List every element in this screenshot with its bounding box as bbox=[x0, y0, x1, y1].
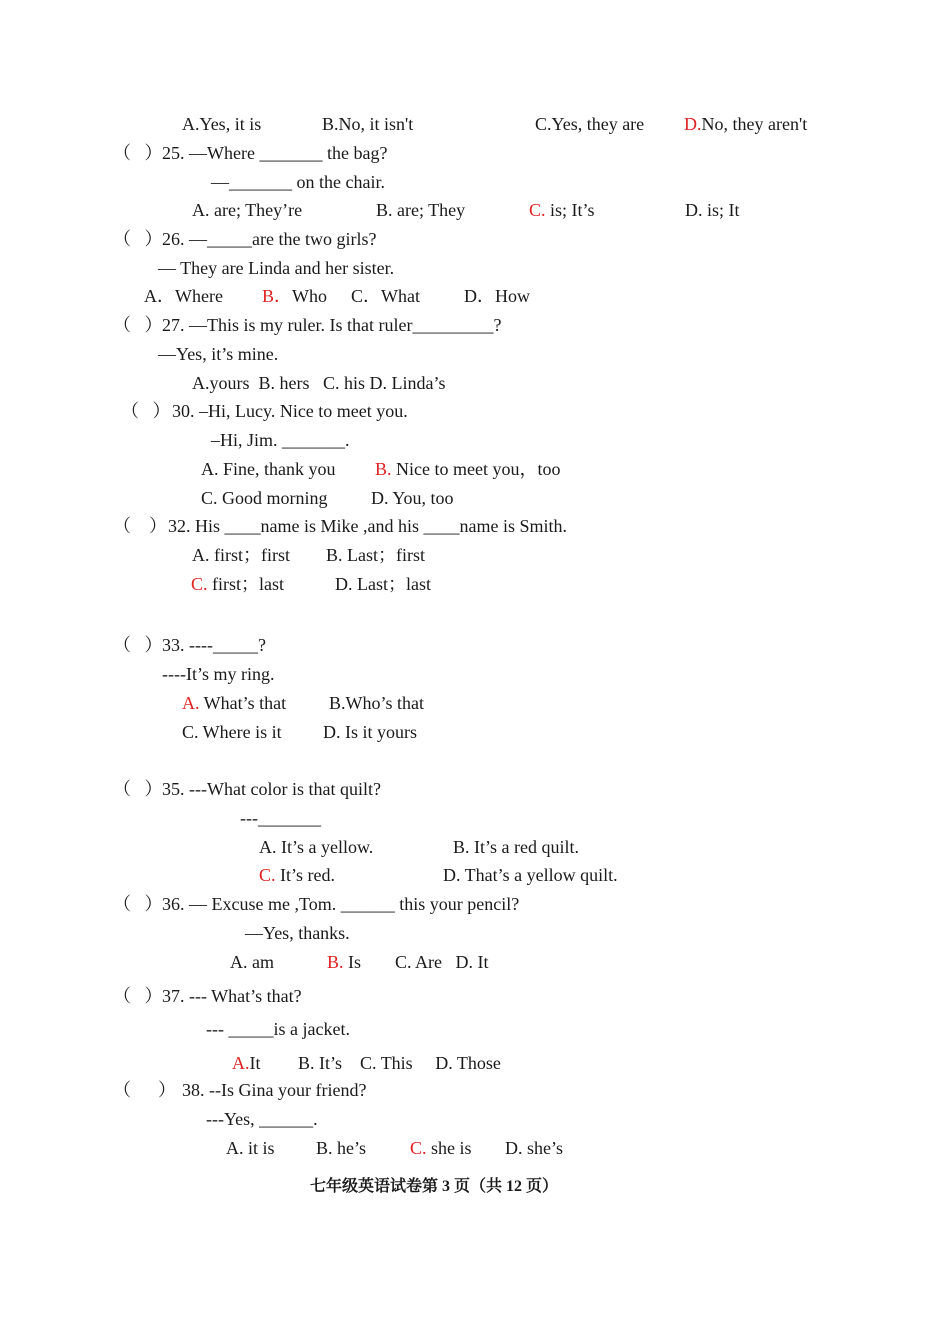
answer-mark: A. bbox=[232, 1053, 250, 1073]
q36-stem: 36. — Excuse me ,Tom. ______ this your pencil? bbox=[162, 894, 520, 914]
q24-option-a: A.Yes, it is bbox=[182, 114, 262, 134]
q32-option-a: A. first；first bbox=[192, 545, 290, 565]
q26-option-b bbox=[262, 285, 327, 307]
q37-option-a bbox=[232, 1052, 261, 1074]
page-footer: 七年级英语试卷第 3 页（共 12 页） bbox=[310, 1178, 559, 1195]
q26-stem: 26. —_____are the two girls? bbox=[162, 229, 377, 249]
q36-option-a: A. am bbox=[230, 952, 274, 972]
q24-option-b: B.No, it isn't bbox=[322, 114, 414, 134]
q33-option-a bbox=[182, 692, 286, 714]
answer-mark: B． bbox=[262, 286, 293, 306]
q30-stem: 30. –Hi, Lucy. Nice to meet you. bbox=[172, 401, 408, 421]
answer-mark: C. bbox=[410, 1138, 427, 1158]
q35-stem: 35. ---What color is that quilt? bbox=[162, 779, 381, 799]
option-text: Who bbox=[292, 286, 328, 306]
q30-option-d: D. You, too bbox=[371, 488, 454, 508]
q30-option-a: A. Fine, thank you bbox=[201, 459, 336, 479]
q38-paren: （ ） bbox=[113, 1080, 176, 1100]
option-text: she is bbox=[426, 1138, 472, 1158]
option-text: It’s red. bbox=[275, 865, 335, 885]
q24-option-d bbox=[684, 113, 807, 135]
q33-paren: （ ） bbox=[113, 635, 163, 655]
q35-option-c bbox=[259, 864, 335, 886]
answer-mark: C. bbox=[259, 865, 276, 885]
q35-paren: （ ） bbox=[113, 779, 163, 799]
q30-option-c: C. Good morning bbox=[201, 488, 328, 508]
q26-option-c: C．What bbox=[351, 286, 420, 306]
q25-paren: （ ） bbox=[113, 143, 163, 163]
q25-stem: 25. —Where _______ the bag? bbox=[162, 143, 388, 163]
q35-reply: ---_______ bbox=[240, 808, 321, 828]
q27-options: A.yours B. hers C. his D. Linda’s bbox=[192, 373, 446, 393]
q24-option-c: C.Yes, they are bbox=[535, 114, 645, 134]
q35-option-a: A. It’s a yellow. bbox=[259, 837, 374, 857]
q33-option-c: C. Where is it bbox=[182, 722, 282, 742]
q26-option-d: D．How bbox=[464, 286, 530, 306]
answer-mark: C. bbox=[529, 200, 546, 220]
q26-reply: — They are Linda and her sister. bbox=[158, 258, 395, 278]
answer-mark: A. bbox=[182, 693, 200, 713]
q30-paren: （ ） bbox=[121, 401, 171, 421]
option-text: first；last bbox=[207, 574, 285, 594]
q25-option-a: A. are; They’re bbox=[192, 200, 303, 220]
q33-option-d: D. Is it yours bbox=[323, 722, 417, 742]
q25-reply: —_______ on the chair. bbox=[211, 172, 385, 192]
option-text: is; It’s bbox=[545, 200, 595, 220]
answer-mark: D. bbox=[684, 114, 702, 134]
option-text: No, they aren't bbox=[701, 114, 808, 134]
q25-option-b: B. are; They bbox=[376, 200, 466, 220]
q38-stem: 38. --Is Gina your friend? bbox=[182, 1080, 367, 1100]
answer-mark: B. bbox=[375, 459, 392, 479]
q35-option-b: B. It’s a red quilt. bbox=[453, 837, 579, 857]
q25-option-d: D. is; It bbox=[685, 200, 740, 220]
q36-option-cd: C. Are D. It bbox=[395, 952, 489, 972]
q25-option-c bbox=[529, 199, 595, 221]
option-text: It bbox=[249, 1053, 261, 1073]
answer-mark: C. bbox=[191, 574, 208, 594]
q37-reply: --- _____is a jacket. bbox=[206, 1019, 350, 1039]
q33-stem: 33. ----_____? bbox=[162, 635, 266, 655]
q32-option-d: D. Last；last bbox=[335, 574, 431, 594]
q27-stem: 27. —This is my ruler. Is that ruler_________? bbox=[162, 315, 502, 335]
q38-option-d: D. she’s bbox=[505, 1138, 563, 1158]
option-text: What’s that bbox=[199, 693, 287, 713]
q26-option-a: A．Where bbox=[144, 286, 223, 306]
q32-option-b: B. Last；first bbox=[326, 545, 425, 565]
q32-stem: 32. His ____name is Mike ,and his ____name is Smith. bbox=[168, 516, 567, 536]
q33-reply: ----It’s my ring. bbox=[162, 664, 275, 684]
q37-stem: 37. --- What’s that? bbox=[162, 986, 302, 1006]
q36-option-b bbox=[327, 951, 361, 973]
q30-option-b bbox=[375, 458, 560, 480]
option-text: Nice to meet you，too bbox=[391, 459, 561, 479]
answer-mark: B. bbox=[327, 952, 344, 972]
q32-option-c bbox=[191, 573, 284, 595]
option-text: Is bbox=[343, 952, 362, 972]
q32-paren: （ ） bbox=[113, 516, 167, 536]
q37-options-rest: B. It’s C. This D. Those bbox=[298, 1053, 501, 1073]
q27-paren: （ ） bbox=[113, 315, 163, 335]
q38-option-c bbox=[410, 1137, 472, 1159]
q27-reply: —Yes, it’s mine. bbox=[158, 344, 279, 364]
q36-reply: —Yes, thanks. bbox=[245, 923, 350, 943]
q38-reply: ---Yes, ______. bbox=[206, 1109, 318, 1129]
q36-paren: （ ） bbox=[113, 894, 163, 914]
q38-option-a: A. it is bbox=[226, 1138, 275, 1158]
q35-option-d: D. That’s a yellow quilt. bbox=[443, 865, 618, 885]
q26-paren: （ ） bbox=[113, 229, 163, 249]
q37-paren: （ ） bbox=[113, 986, 163, 1006]
q30-reply: –Hi, Jim. _______. bbox=[211, 430, 350, 450]
q33-option-b: B.Who’s that bbox=[329, 693, 424, 713]
q38-option-b: B. he’s bbox=[316, 1138, 367, 1158]
